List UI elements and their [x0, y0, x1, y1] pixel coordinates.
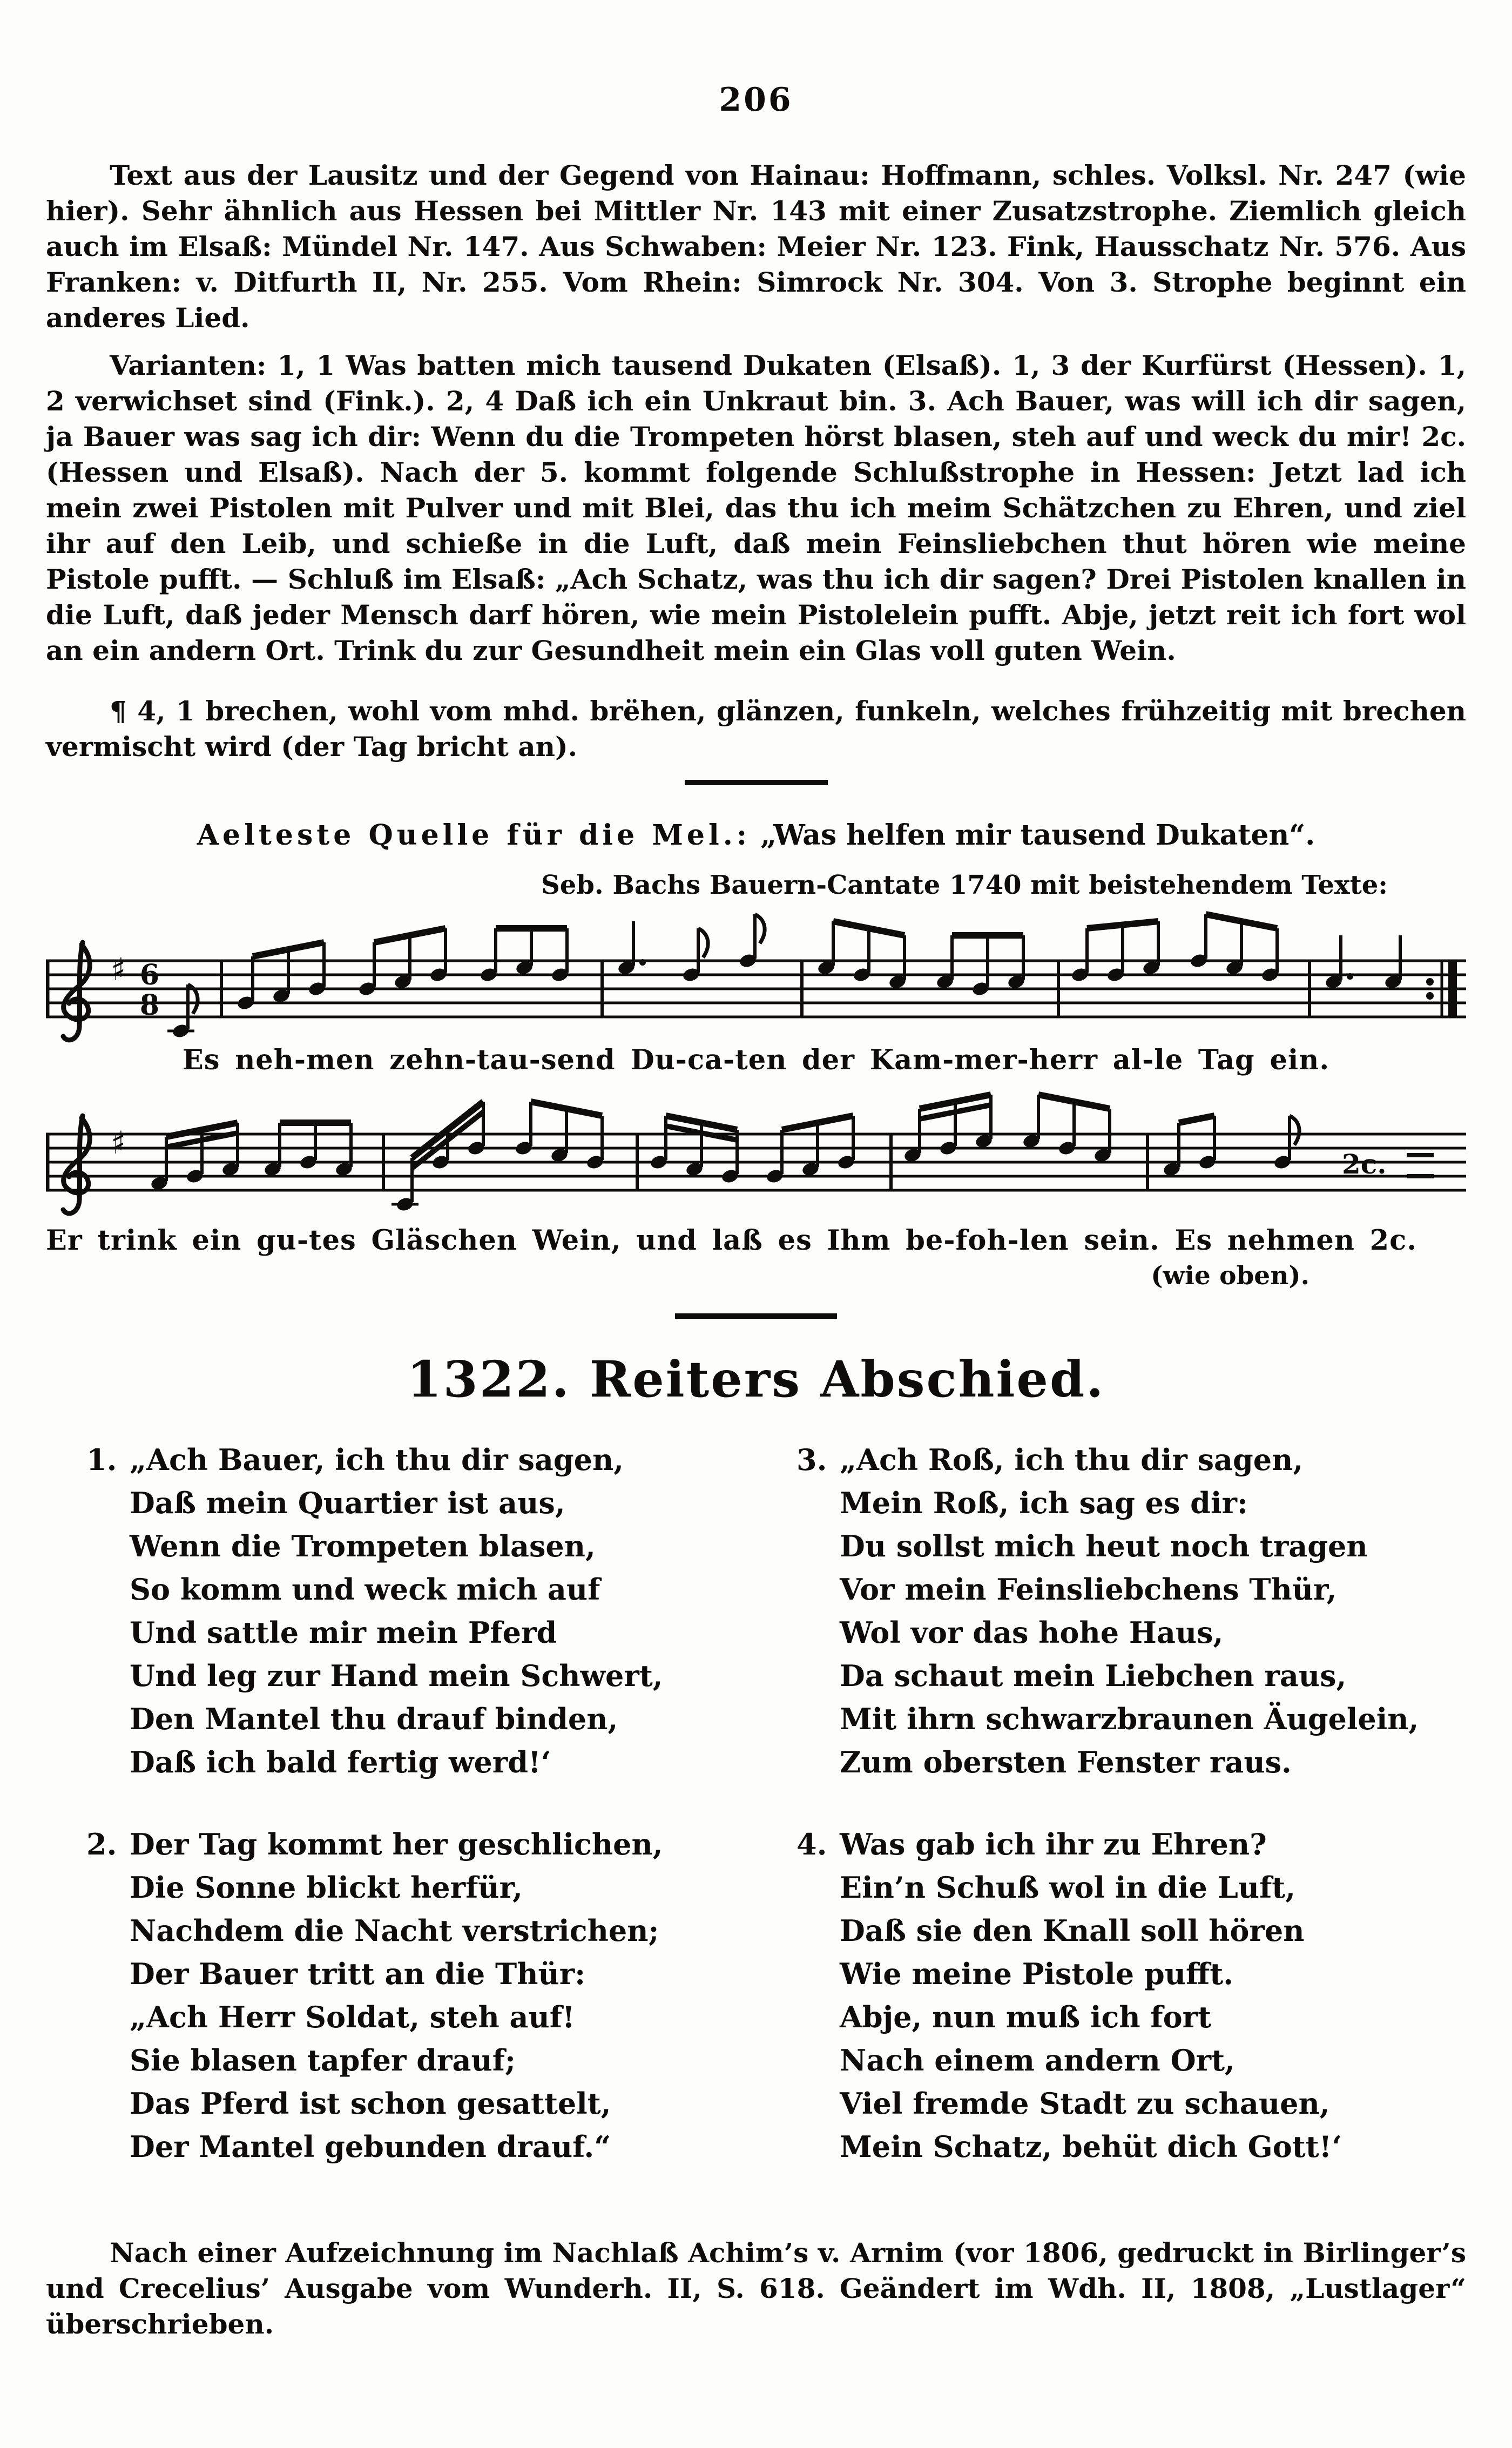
verse-lines [840, 1823, 1426, 2168]
treble-clef-icon [63, 942, 90, 1040]
verse-line: Was gab ich ihr zu Ehren? [840, 1827, 1267, 1862]
verse-line: Daß ich bald fertig werd!‘ [130, 1745, 551, 1779]
bach-cantata-caption: Seb. Bachs Bauern-Cantate 1740 mit beistehendem Texte: [541, 870, 1388, 900]
verse-line: Und sattle mir mein Pferd [130, 1615, 557, 1650]
verse-line: Die Sonne blickt herfür, [130, 1870, 523, 1905]
verse-line: Den Mantel thu drauf binden, [130, 1702, 618, 1736]
beamed-note-group [1162, 1116, 1217, 1177]
note [617, 921, 646, 976]
verse-line: Vor mein Feinsliebchens Thür, [840, 1572, 1337, 1607]
verse-2 [86, 1823, 716, 2168]
verse-1 [86, 1438, 716, 1784]
paragraph-sources: Text aus der Lausitz und der Gegend von Hainau: Hoffmann, schles. Volksl. Nr. 247 (wie hier). Sehr ähnlich aus Hessen bei Mittler Nr. 143 mit einer Zusatzstrophe. Ziemlich gleich auch im Elsaß: Mündel Nr. 147. Aus Schwaben: Meier Nr. 123. Fink, Hausschatz Nr. 576. Aus Franken: v. Ditfurth II, Nr. 255. Vom Rhein: Simrock Nr. 304. Von 3. Strophe beginnt ein anderes Lied. [46, 159, 1466, 334]
verse-4 [796, 1823, 1426, 2168]
verse-line: Nach einem andern Ort, [840, 2043, 1235, 2078]
melody-source-label: Aelteste Quelle für die Mel.: [197, 819, 751, 852]
etc-label: 2c. [1342, 1148, 1387, 1180]
wie-oben-note: (wie oben). [1151, 1261, 1310, 1291]
verse-number: 4. [796, 1827, 827, 1862]
beamed-note-group [1189, 914, 1279, 983]
verse-line: Daß sie den Knall soll hören [840, 1913, 1305, 1948]
treble-clef-icon [63, 1116, 90, 1213]
repeat-dot [1426, 978, 1434, 986]
beam [1087, 921, 1158, 928]
verse-line: So komm und weck mich auf [130, 1572, 600, 1607]
beamed-note-group [357, 928, 448, 997]
verse-number: 1. [86, 1442, 117, 1477]
note [167, 984, 198, 1039]
repeat-dot [1426, 992, 1434, 1000]
key-signature-sharp: ♯ [111, 1124, 126, 1161]
melody-source-line [46, 819, 1466, 852]
verse-line: Der Mantel gebunden drauf.“ [130, 2129, 611, 2164]
time-signature-numerator: 6 [139, 959, 160, 992]
verse-line: Mein Roß, ich sag es dir: [840, 1486, 1248, 1520]
verse-line: Mit ihrn schwarzbraunen Äugelein, [840, 1702, 1419, 1736]
verse-lines [130, 1438, 716, 1784]
time-signature-denominator: 8 [139, 989, 160, 1022]
verse-line: Wol vor das hohe Haus, [840, 1615, 1224, 1650]
beamed-note-group [1022, 1095, 1112, 1163]
verse-number: 2. [86, 1827, 117, 1862]
verse-line: Du sollst mich heut noch tragen [840, 1529, 1368, 1563]
paragraph-footer: Nach einer Aufzeichnung im Nachlaß Achim’s v. Arnim (vor 1806, gedruckt in Birlinger’s und Crecelius’ Ausgabe vom Wunderh. II, S. 618. Geändert im Wdh. II, 1808, „Lustlager“ überschrieben. [46, 2237, 1466, 2340]
beamed-note-group [514, 1102, 604, 1170]
verse-3 [796, 1438, 1426, 1784]
verse-line: Wenn die Trompeten blasen, [130, 1529, 596, 1563]
augmentation-dot [1347, 973, 1353, 980]
verse-line: Viel fremde Stadt zu schauen, [840, 2086, 1330, 2121]
verse-column-1 [86, 1438, 716, 2207]
verse-line: „Ach Herr Soldat, steh auf! [130, 2000, 575, 2034]
music-staff-1 [46, 907, 1466, 1043]
section-divider [685, 780, 828, 785]
verse-column-2 [796, 1438, 1426, 2207]
section-divider-2 [675, 1313, 837, 1319]
paragraph-varianten: Varianten: 1, 1 Was batten mich tausend Dukaten (Elsaß). 1, 3 der Kurfürst (Hessen). 1, 2 verwichset sind (Fink.). 2, 4 Daß ich ein Unkraut bin. 3. Ach Bauer, was will ich dir sagen, ja Bauer was sag ich dir: Wenn du die Trompeten hörst blasen, steh auf und weck du mir! 2c. (Hessen und Elsaß). Nach der 5. kommt folgende Schlußstrophe in Hessen: Jetzt lad ich mein zwei Pistolen mit Pulver und mit Blei, das thu ich meim Schätzchen zu Ehren, und ziel ihr auf den Leib, und schieße in die Luft, daß mein Feinsliebchen thut hören wie meine Pistole pufft. — Schluß im Elsaß: „Ach Schatz, was thu ich dir sagen? Drei Pistolen knallen in die Luft, daß jeder Mensch darf hören, wie mein Pistolelein pufft. Abje, jetzt reit ich fort wol an ein andern Ort. Trink du zur Gesundheit mein ein Glas voll guten Wein. [46, 349, 1466, 666]
paragraph-gloss-note: ¶ 4, 1 brechen, wohl vom mhd. brëhen, glänzen, funkeln, welches frühzeitig mit brechen vermischt wird (der Tag bricht an). [46, 695, 1466, 763]
augmentation-dot [639, 959, 646, 966]
beamed-note-group [236, 942, 326, 1011]
verse-number: 3. [796, 1442, 827, 1477]
verse-line: Zum obersten Fenster raus. [840, 1745, 1292, 1779]
verse-line: Der Bauer tritt an die Thür: [130, 1957, 586, 1991]
note [1383, 935, 1402, 990]
verse-line: „Ach Roß, ich thu dir sagen, [840, 1442, 1304, 1477]
verse-lines [840, 1438, 1426, 1784]
page-number: 206 [719, 81, 793, 119]
key-signature-sharp: ♯ [111, 951, 126, 988]
verse-line: Wie meine Pistole pufft. [840, 1957, 1234, 1991]
beamed-note-group [649, 1116, 739, 1184]
beamed-note-group [263, 1123, 353, 1177]
beam [1179, 1116, 1214, 1123]
verse-line: Abje, nun muß ich fort [840, 2000, 1212, 2034]
beamed-note-group [816, 921, 907, 990]
verse-line: Ein’n Schuß wol in die Luft, [840, 1870, 1296, 1905]
verse-line: Mein Schatz, behüt dich Gott!‘ [840, 2129, 1342, 2164]
staff2-lyrics: Er trink ein gu-tes Gläschen Wein, und laß es Ihm be-foh-len sein. Es nehmen 2c. [46, 1224, 1417, 1257]
verse-line: Nachdem die Nacht verstrichen; [130, 1913, 659, 1948]
verse-line: Da schaut mein Liebchen raus, [840, 1658, 1347, 1693]
verse-line: Sie blasen tapfer drauf; [130, 2043, 516, 2078]
song-verses [46, 1438, 1466, 2207]
beamed-note-group [765, 1116, 855, 1184]
beamed-note-group [903, 1095, 993, 1163]
melody-source-quote: „Was helfen mir tausend Dukaten“. [760, 819, 1315, 852]
beamed-note-group [392, 1102, 486, 1212]
verse-lines [130, 1823, 716, 2168]
verse-line: Das Pferd ist schon gesattelt, [130, 2086, 611, 2121]
staff1-lyrics: Es neh-men zehn-tau-send Du-ca-ten der Kam-mer-herr al-le Tag ein. [182, 1044, 1330, 1076]
verse-line: Der Tag kommt her geschlichen, [130, 1827, 663, 1862]
verse-line: Und leg zur Hand mein Schwert, [130, 1658, 663, 1693]
verse-line: Daß mein Quartier ist aus, [130, 1486, 565, 1520]
music-staff-2 [46, 1083, 1466, 1223]
song-heading: 1322. Reiters Abschied. [407, 1350, 1105, 1408]
verse-line: „Ach Bauer, ich thu dir sagen, [130, 1442, 624, 1477]
note [1324, 935, 1353, 990]
repeat-thick-line [1448, 961, 1457, 1017]
